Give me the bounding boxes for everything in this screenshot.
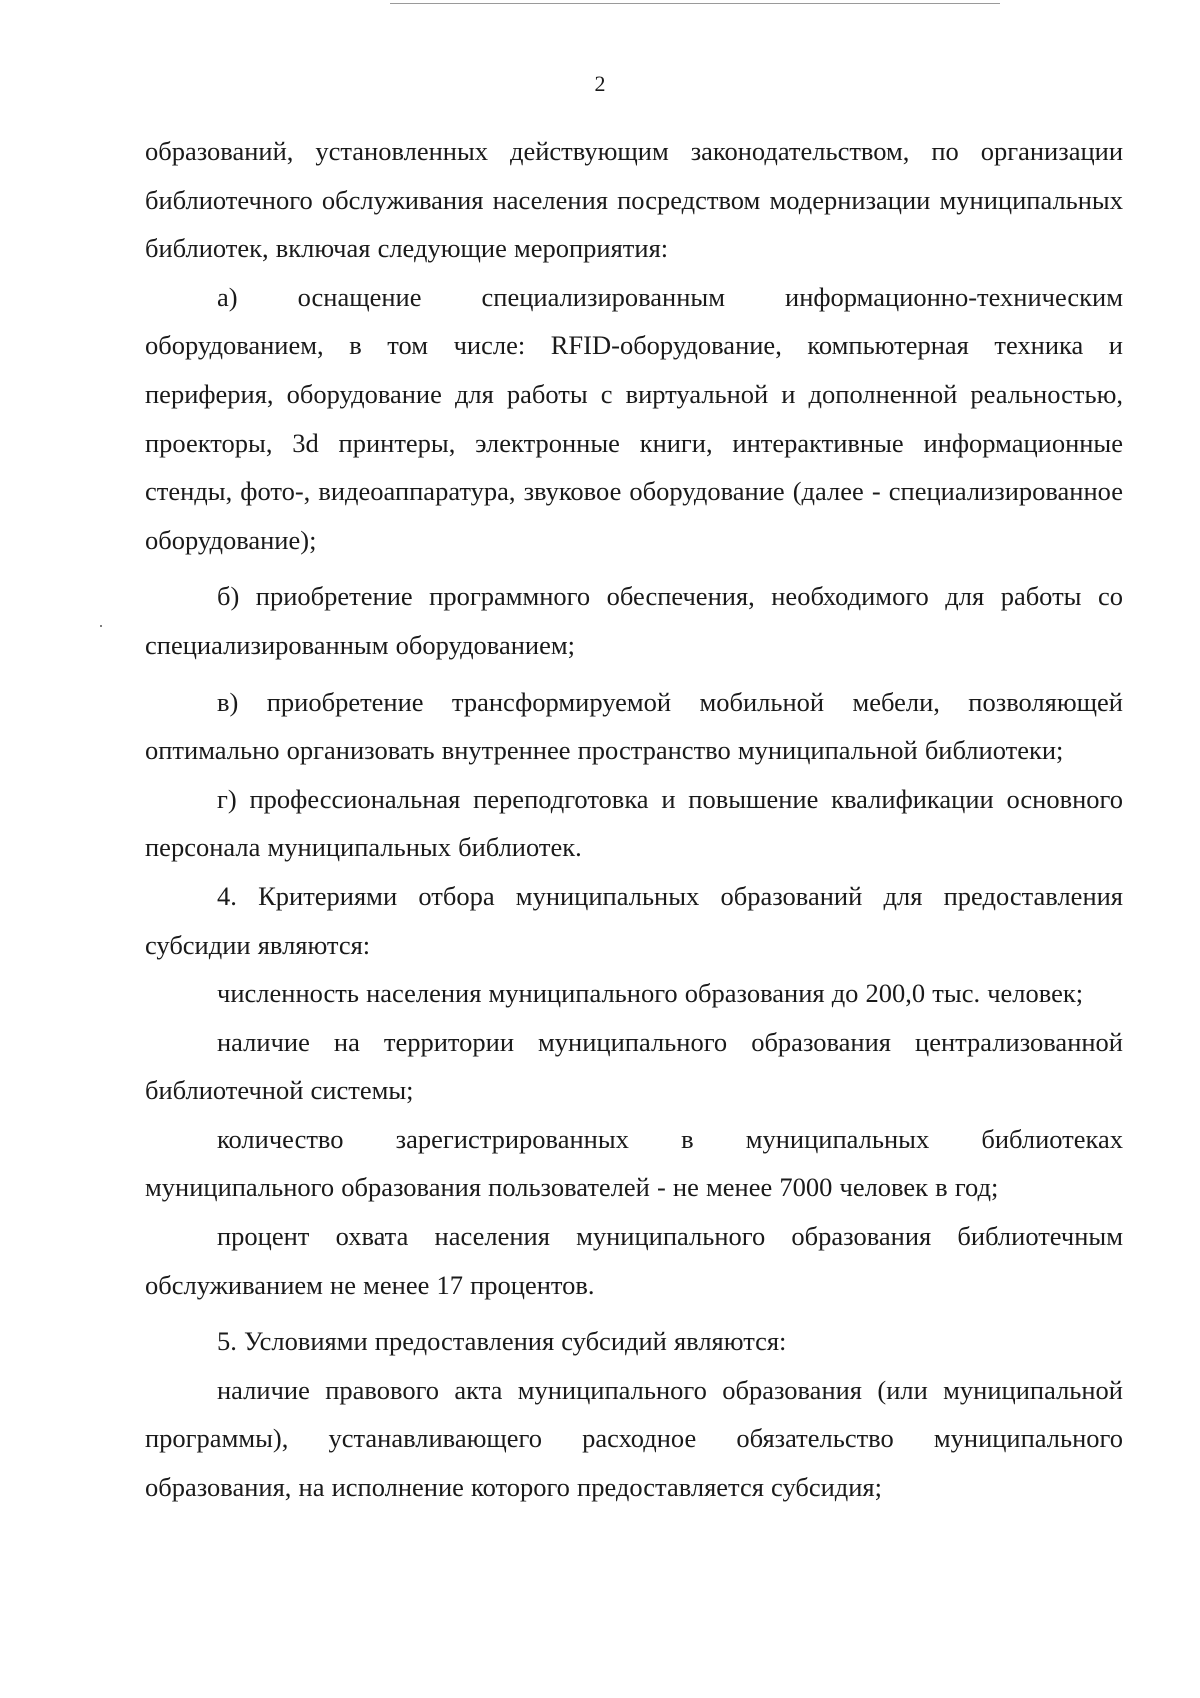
margin-mark (100, 625, 102, 627)
document-body (145, 127, 1123, 1512)
paragraph-continuation: образований, установленных действующим законодательством, по организации библиотечного обслуживания населения посредством модернизации муниципальных библиотек, включая следующие мероприятия: (145, 136, 1123, 264)
paragraph-condition-legal-act: наличие правового акта муниципального образования (или муниципальной программы), устанавливающего расходное обязательство муниципального образования, на исполнение которого предоставляется субсидия; (145, 1374, 1123, 1503)
paragraph-criterion-users: количество зарегистрированных в муниципальных библиотеках муниципального образования пользователей - не менее 7000 человек в год; (145, 1123, 1123, 1203)
top-edge-rule (390, 3, 1000, 4)
page-number: 2 (594, 71, 606, 96)
paragraph-section-5: 5. Условиями предоставления субсидий являются: (217, 1326, 787, 1357)
paragraph-item-b: б) приобретение программного обеспечения, необходимого для работы со специализированным оборудованием; (145, 581, 1123, 660)
paragraph-criterion-coverage: процент охвата населения муниципального образования библиотечным обслуживанием не менее 17 процентов. (145, 1221, 1123, 1300)
paragraph-item-g: г) профессиональная переподготовка и повышение квалификации основного персонала муниципальных библиотек. (145, 783, 1123, 863)
paragraph-item-a: а) оснащение специализированным информационно-техническим оборудованием, в том числе: RFID-оборудование, компьютерная техника и периферия, оборудование для работы с виртуальной и дополненной реальностью, проекторы, 3d принтеры, электронные книги, интерактивные информационные стенды, фото-, видеоаппаратура, звуковое оборудование (далее - специализированное оборудование); (145, 281, 1123, 555)
paragraph-criterion-library-system: наличие на территории муниципального образования централизованной библиотечной системы; (145, 1026, 1123, 1106)
paragraph-item-v: в) приобретение трансформируемой мобильной мебели, позволяющей оптимально организовать внутреннее пространство муниципальной библиотеки; (145, 686, 1123, 766)
paragraph-criterion-population: численность населения муниципального образования до 200,0 тыс. человек; (217, 978, 1084, 1009)
paragraph-section-4: 4. Критериями отбора муниципальных образований для предоставления субсидии являются: (145, 880, 1123, 960)
